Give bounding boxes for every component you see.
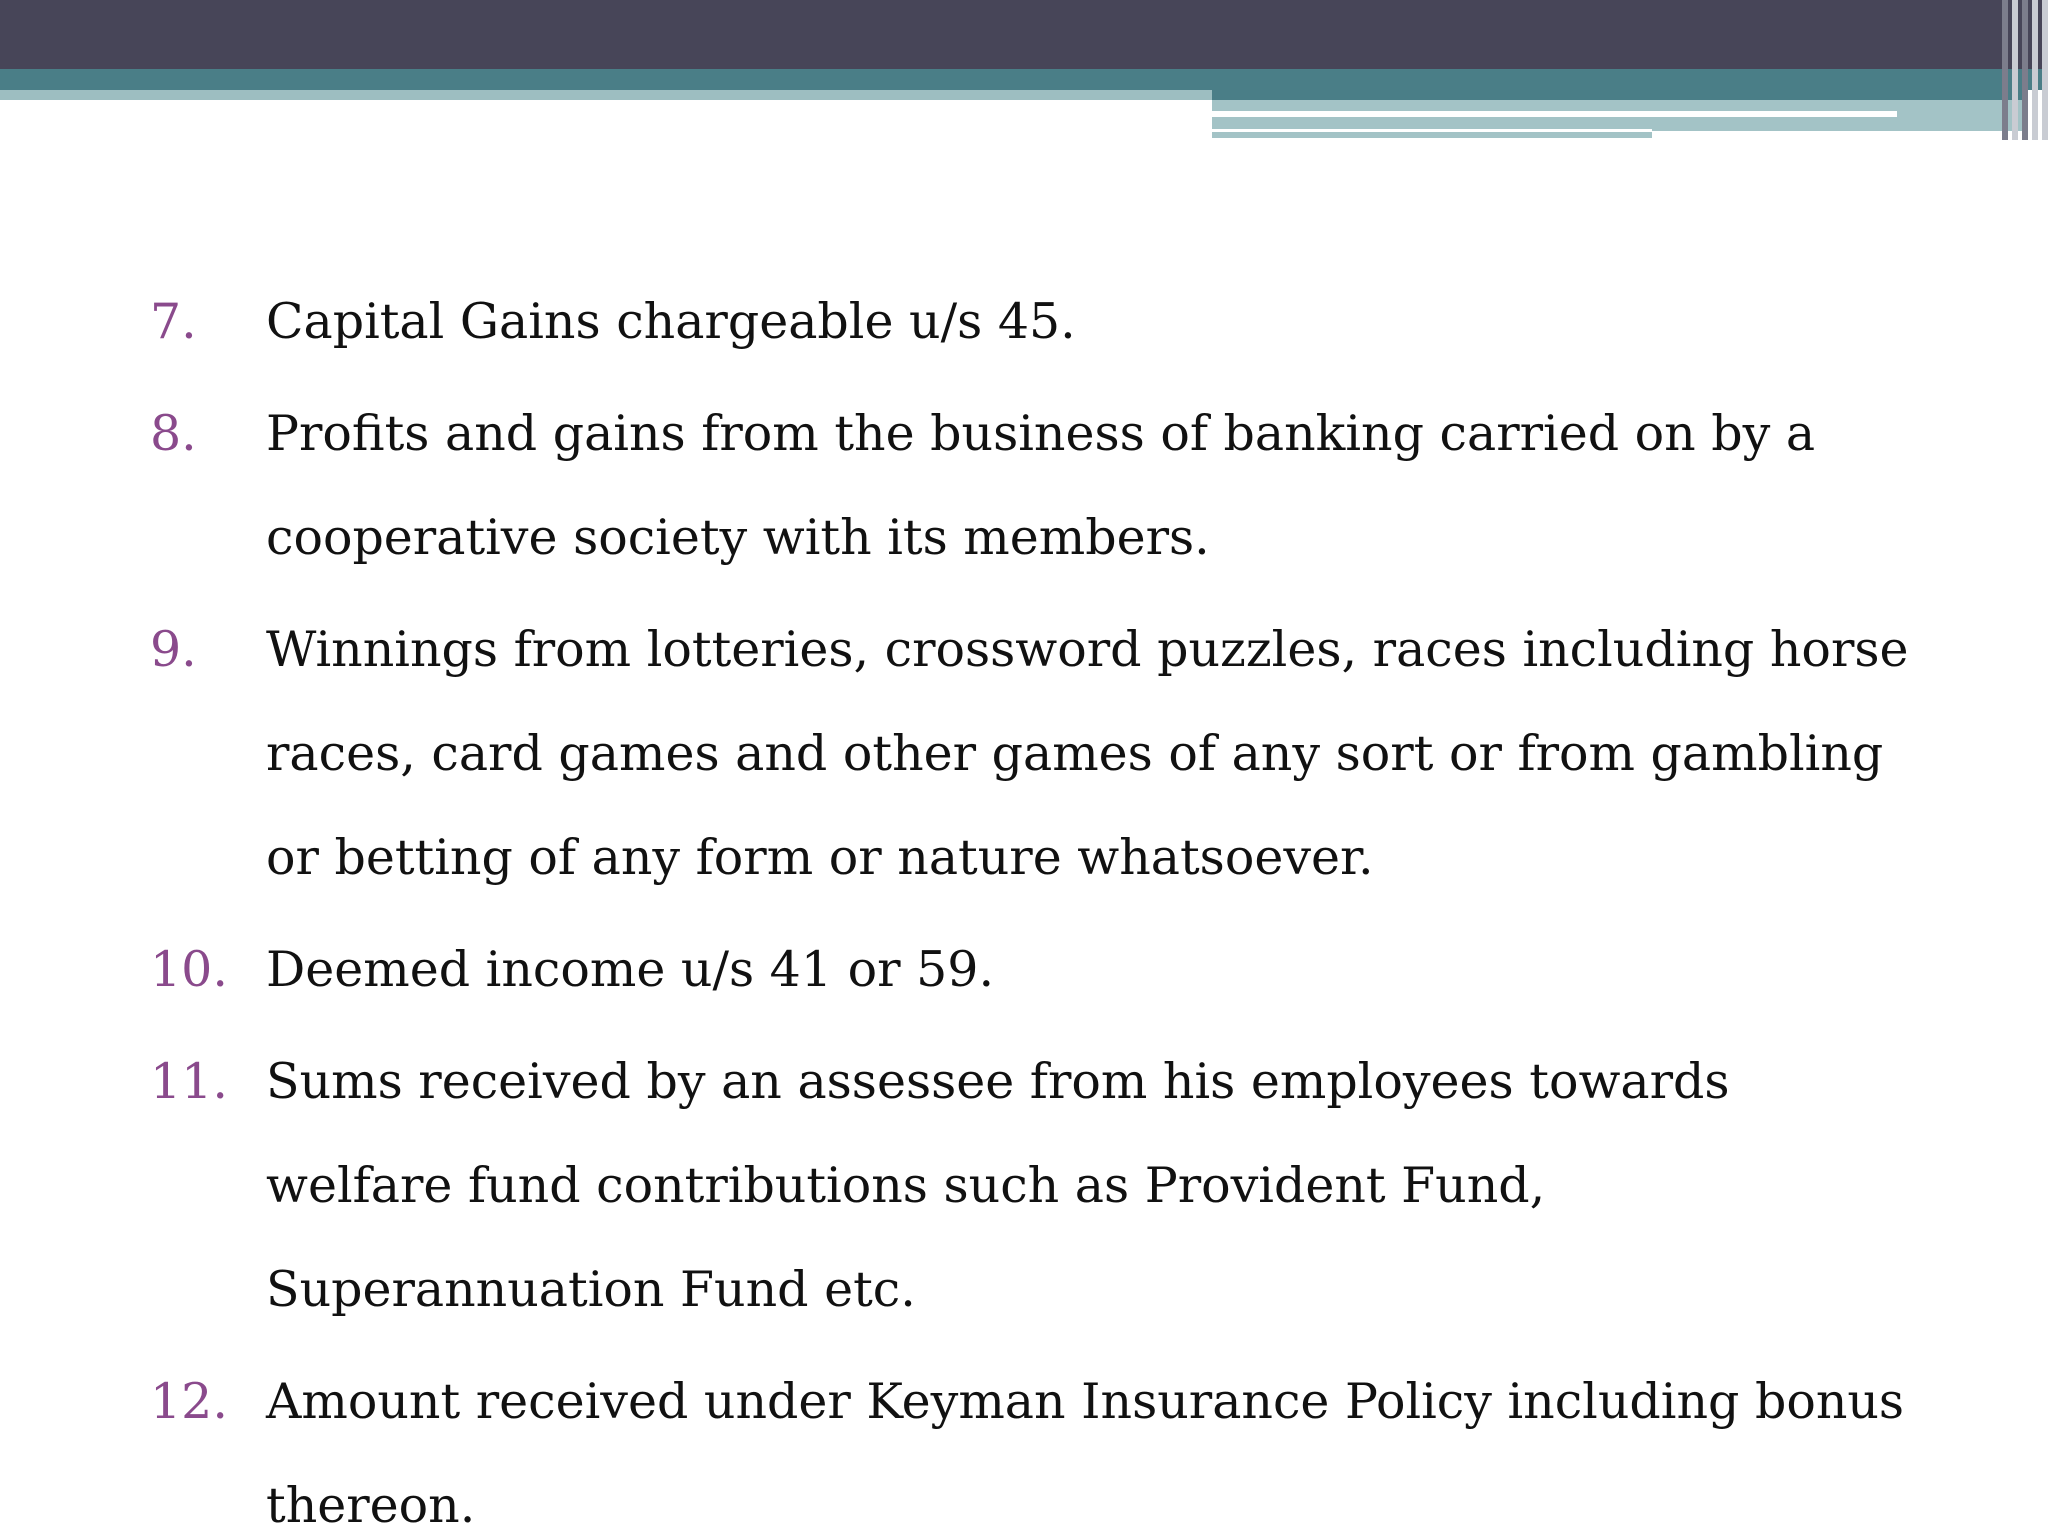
list-item-text: Profits and gains from the business of banking carried on by a cooperative society with its members.: [266, 405, 1816, 566]
header-band-dark: [0, 0, 2048, 69]
numbered-list: [150, 270, 1930, 1536]
list-item-number: 8.: [150, 405, 197, 462]
list-item-number: 12.: [150, 1373, 228, 1430]
list-item: [150, 1030, 1930, 1342]
list-item-number: 11.: [150, 1053, 228, 1110]
list-item: [150, 598, 1930, 910]
header-notch: [1652, 131, 2022, 138]
list-item-number: 7.: [150, 293, 197, 350]
list-item-number: 10.: [150, 941, 228, 998]
list-item-text: Winnings from lotteries, crossword puzzles, races including horse races, card games and other games of any sort or from gambling or betting of any form or nature whatsoever.: [266, 621, 1909, 886]
list-item-number: 9.: [150, 621, 197, 678]
header-divider-line-thin: [1212, 129, 1652, 132]
header-band-teal: [0, 69, 2048, 90]
list-item-text: Capital Gains chargeable u/s 45.: [266, 293, 1076, 350]
header-band-light-left: [0, 90, 1212, 100]
list-item-text: Sums received by an assessee from his employees towards welfare fund contributions such as Provident Fund, Superannuation Fund etc.: [266, 1053, 1730, 1318]
list-item: [150, 918, 1930, 1022]
list-item: [150, 270, 1930, 374]
list-item: [150, 1350, 1930, 1536]
header-divider-line: [1212, 111, 1897, 117]
list-item-text: Amount received under Keyman Insurance Policy including bonus thereon.: [266, 1373, 1905, 1534]
list-item-text: Deemed income u/s 41 or 59.: [266, 941, 995, 998]
edge-stripes: [1988, 0, 2048, 140]
header-band-teal-right: [1212, 90, 2022, 100]
list-item: [150, 382, 1930, 590]
